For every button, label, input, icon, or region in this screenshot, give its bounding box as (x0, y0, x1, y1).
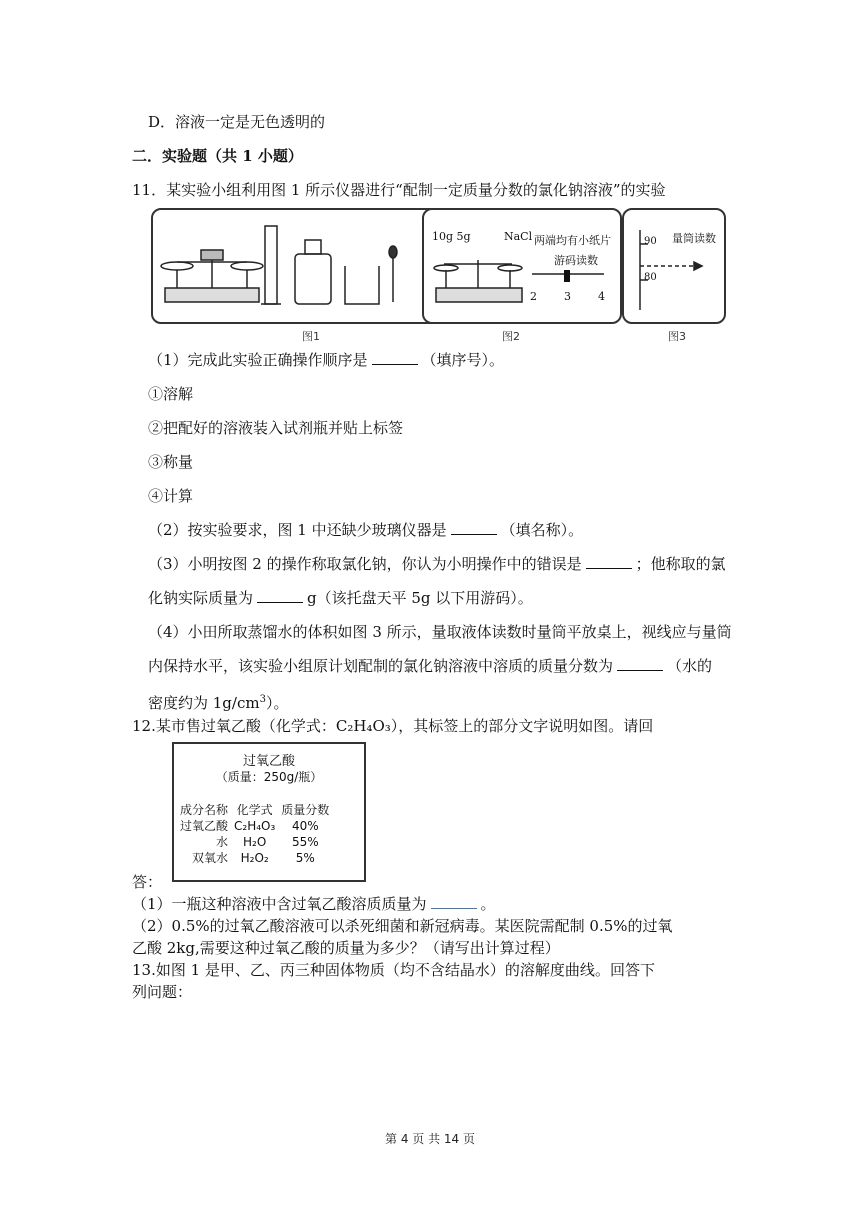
q11-part4-line1: （4）小田所取蒸馏水的体积如图 3 所示，量取液体读数时量筒平放桌上，视线应与量筒 (148, 623, 732, 641)
page-footer: 第 4 页 共 14 页 (385, 1132, 475, 1146)
q13-line1: 13.如图 1 是甲、乙、丙三种固体物质（均不含结晶水）的溶解度曲线。回答下 (132, 961, 655, 979)
fig2-tick-4: 4 (598, 290, 605, 303)
table-row: 水 H₂O 55% (216, 835, 319, 849)
q12-part1: （1）一瓶这种溶液中含过氧乙酸溶质质量为 。 (132, 895, 496, 913)
q11-part4-line2: 内保持水平，该实验小组原计划配制的氯化钠溶液中溶质的质量分数为 （水的 (148, 657, 713, 675)
figure-2 (422, 208, 622, 324)
step-4: ④计算 (148, 487, 194, 505)
answer-prefix: 答： (132, 873, 163, 891)
q11-part3-line1: （3）小明按图 2 的操作称取氯化钠，你认为小明操作中的错误是 ；他称取的氯 (148, 555, 726, 573)
fig2-caption: 图2 (502, 330, 520, 343)
option-d: D．溶液一定是无色透明的 (148, 113, 326, 131)
fig3-cylinder-illustration (624, 210, 724, 322)
q11-stem: 11．某实验小组利用图 1 所示仪器进行“配制一定质量分数的氯化钠溶液”的实验 (132, 181, 666, 199)
fig3-mark-90: 90 (644, 236, 657, 247)
table-row: 过氧乙酸 C₂H₄O₃ 40% (180, 819, 319, 833)
label-header: 成分名称 (180, 803, 229, 817)
q11-part4-line3: 密度约为 $1g/cm^3$）。 (148, 694, 289, 712)
q12-part2-line1: （2）0.5%的过氧乙酸溶液可以杀死细菌和新冠病毒。某医院需配制 0.5%的过氧 (132, 917, 673, 935)
label-header: 质量分数 (281, 803, 330, 817)
fig2-tick-3: 3 (564, 290, 571, 303)
q13-line2: 列问题： (132, 983, 193, 1001)
fig3-mark-80: 80 (644, 272, 657, 283)
step-1: ①溶解 (148, 385, 194, 403)
step-2: ②把配好的溶液装入试剂瓶并贴上标签 (148, 419, 404, 437)
q11-part2: （2）按实验要求，图 1 中还缺少玻璃仪器是 （填名称）。 (148, 521, 584, 539)
fig3-caption: 图3 (668, 330, 686, 343)
label-header: 化学式 (236, 803, 273, 817)
q11-part1: （1）完成此实验正确操作顺序是 （填序号）。 (148, 351, 505, 369)
step-3: ③称量 (148, 453, 194, 471)
q12-part2-line2: 乙酸 2kg,需要这种过氧乙酸的质量为多少？（请写出计算过程） (132, 939, 560, 957)
label-title: 过氧乙酸 (242, 754, 295, 769)
label-table (180, 802, 335, 866)
fig3-reading-label: 量筒读数 (672, 232, 716, 245)
q11-part3-line2: 化钠实际质量为 g（该托盘天平 5g 以下用游码）。 (148, 589, 533, 607)
table-row: 双氧水 H₂O₂ 5% (192, 851, 315, 865)
fig1-caption: 图1 (302, 330, 320, 343)
section-title: 二．实验题（共 1 小题） (132, 147, 303, 165)
figure-3 (622, 208, 726, 324)
fig2-weights: 10g 5g (432, 230, 471, 243)
fig2-note-paper: 两端均有小纸片 (534, 234, 611, 247)
q12-stem: 12.某市售过氧乙酸（化学式：C₂H₄O₃），其标签上的部分文字说明如图。请回 (132, 717, 654, 735)
product-label (172, 742, 366, 882)
fig2-tick-2: 2 (530, 290, 537, 303)
fig2-nacl: NaCl (504, 230, 533, 243)
label-subtitle: （质量：250g/瓶） (215, 770, 323, 784)
fig2-note-rider: 游码读数 (554, 254, 598, 267)
